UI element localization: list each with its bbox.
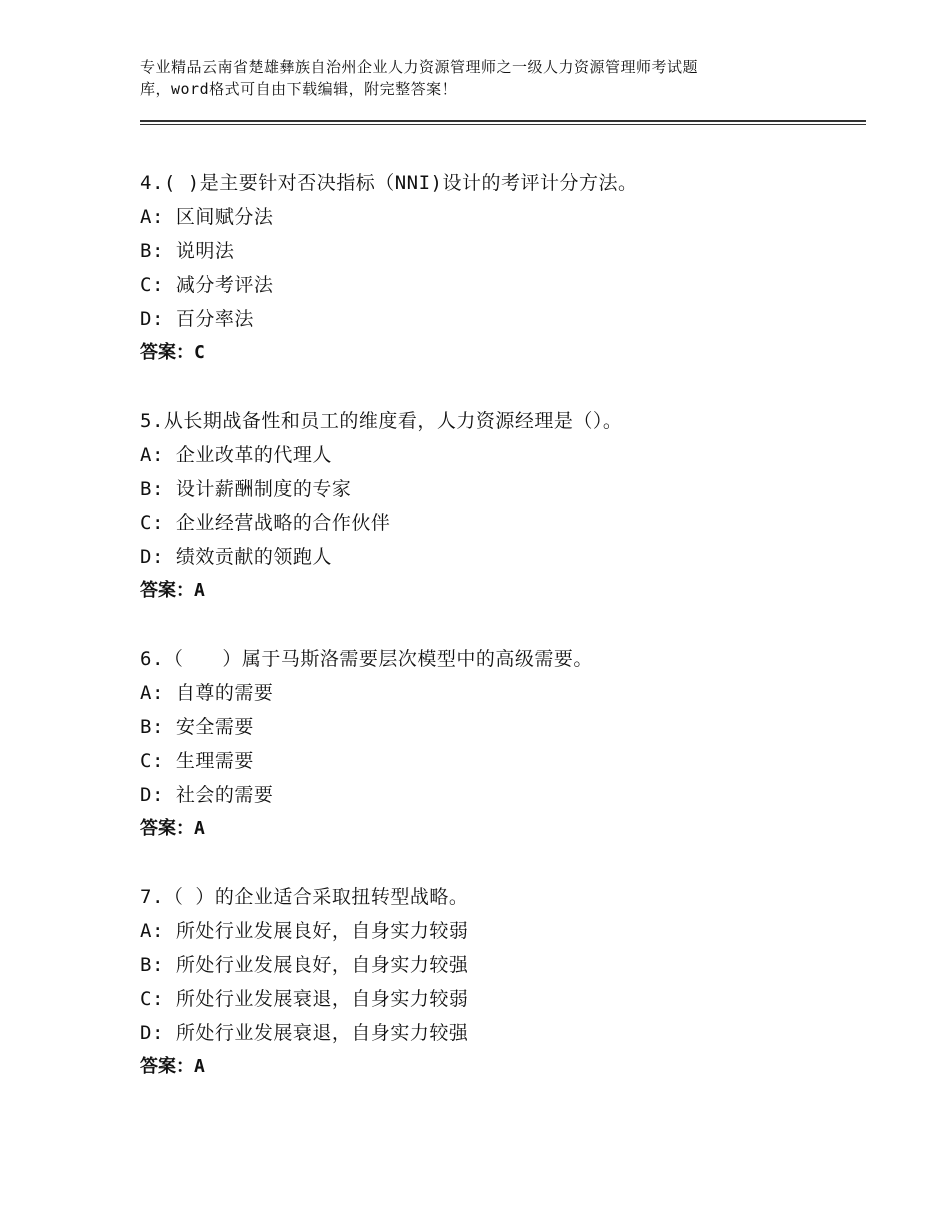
option-c: C: 企业经营战略的合作伙伴 <box>140 512 391 534</box>
option-a: A: 区间赋分法 <box>140 206 274 228</box>
question-7 <box>140 880 860 1084</box>
question-stem: 4.( )是主要针对否决指标（NNI)设计的考评计分方法。 <box>140 172 638 194</box>
question-stem: 5.从长期战备性和员工的维度看，人力资源经理是（）。 <box>140 410 623 432</box>
option-b: B: 说明法 <box>140 240 235 262</box>
answer-label: 答案：A <box>140 1056 205 1077</box>
question-4 <box>140 166 860 370</box>
question-list <box>140 166 860 1118</box>
option-c: C: 所处行业发展衰退，自身实力较弱 <box>140 988 469 1010</box>
option-d: D: 绩效贡献的领跑人 <box>140 546 332 568</box>
answer-label: 答案：A <box>140 580 205 601</box>
option-a: A: 自尊的需要 <box>140 682 274 704</box>
document-header <box>140 56 840 100</box>
header-divider-thick <box>140 120 866 122</box>
option-c: C: 减分考评法 <box>140 274 274 296</box>
option-b: B: 所处行业发展良好，自身实力较强 <box>140 954 469 976</box>
option-d: D: 社会的需要 <box>140 784 274 806</box>
question-6 <box>140 642 860 846</box>
option-b: B: 设计薪酬制度的专家 <box>140 478 352 500</box>
question-stem: 7.（ ）的企业适合采取扭转型战略。 <box>140 886 469 908</box>
option-d: D: 百分率法 <box>140 308 254 330</box>
option-b: B: 安全需要 <box>140 716 254 738</box>
header-line-1: 专业精品云南省楚雄彝族自治州企业人力资源管理师之一级人力资源管理师考试题 <box>140 58 699 76</box>
option-a: A: 企业改革的代理人 <box>140 444 332 466</box>
option-a: A: 所处行业发展良好，自身实力较弱 <box>140 920 469 942</box>
header-divider-thin <box>140 124 866 125</box>
option-c: C: 生理需要 <box>140 750 254 772</box>
answer-label: 答案：C <box>140 342 205 363</box>
question-stem: 6.（ ）属于马斯洛需要层次模型中的高级需要。 <box>140 648 593 670</box>
option-d: D: 所处行业发展衰退，自身实力较强 <box>140 1022 469 1044</box>
answer-label: 答案：A <box>140 818 205 839</box>
question-5 <box>140 404 860 608</box>
header-line-2: 库，word格式可自由下载编辑，附完整答案！ <box>140 80 458 98</box>
